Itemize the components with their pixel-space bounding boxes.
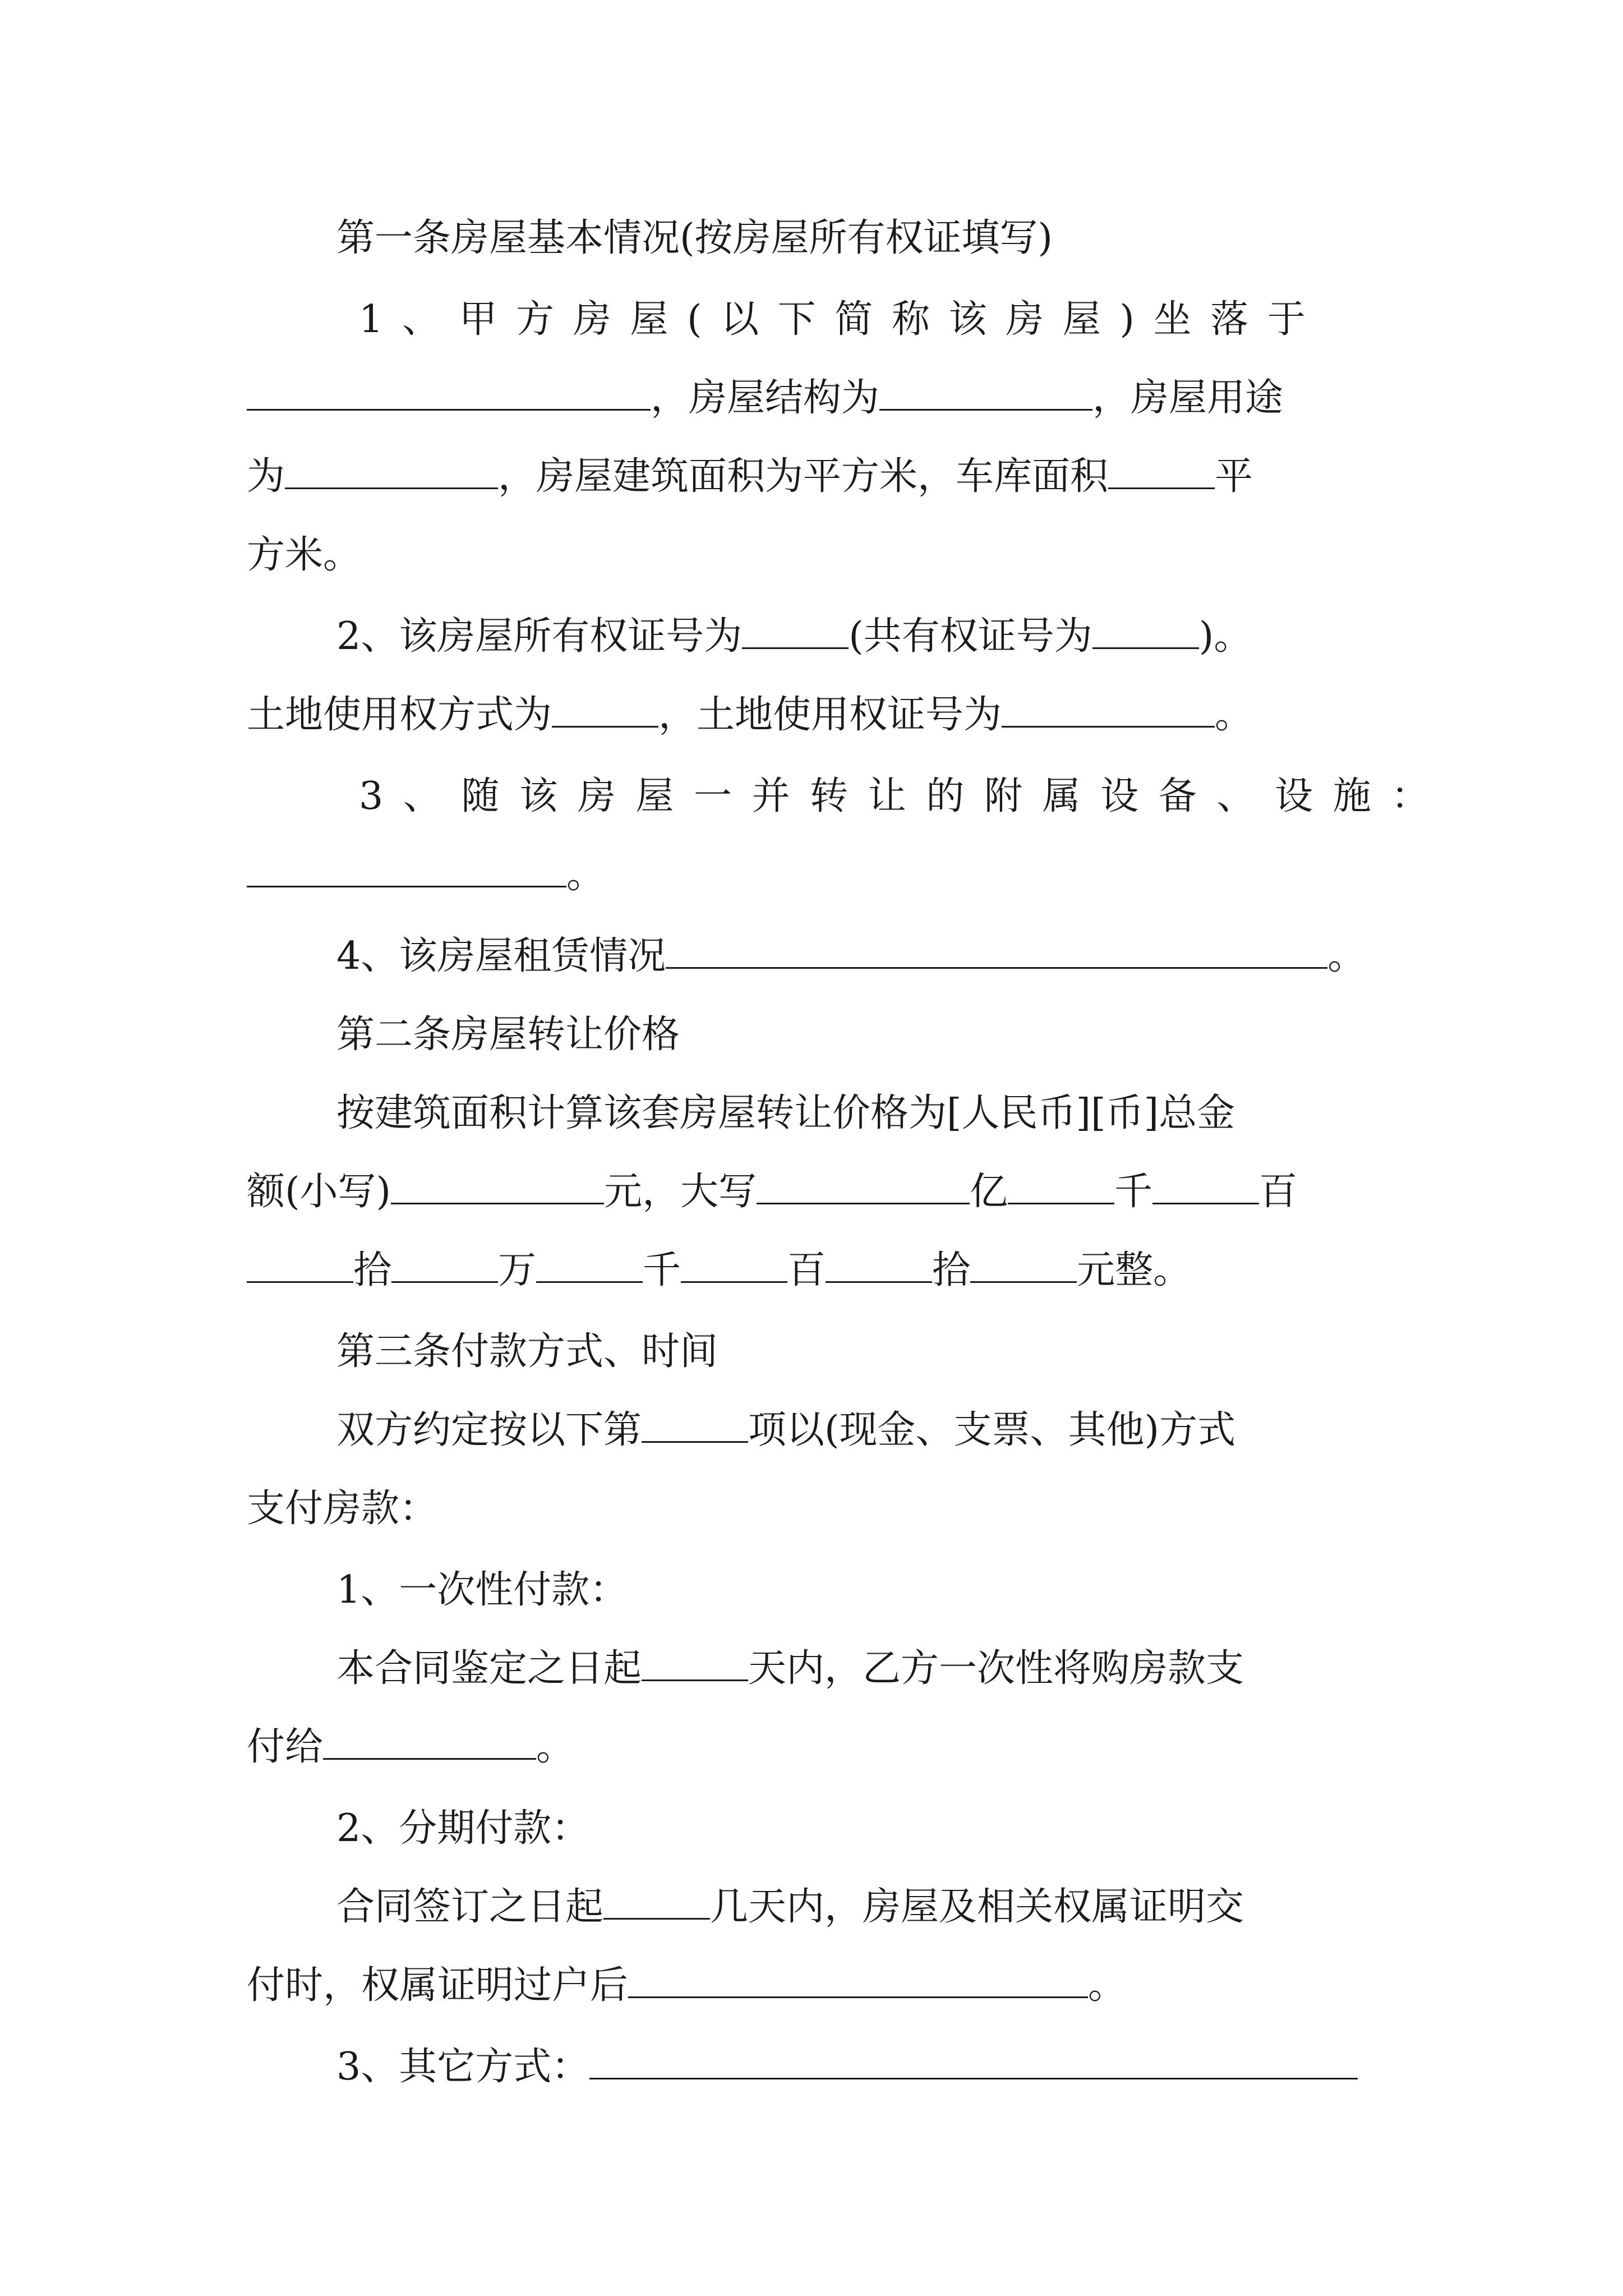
article-1-title [247,210,1053,266]
installment-start: 合同签订之日起 [336,1885,604,1929]
yuan-label: 元整。 [1077,1248,1192,1292]
payment-option-2-para [247,1879,1244,1935]
lease-blank[interactable] [666,932,1327,969]
payment-method-text: 项以(现金、支票、其他)方式 [748,1408,1236,1452]
wan-label: 万 [498,1248,537,1292]
bai-blank-2[interactable] [681,1246,787,1283]
payment-option-1-line-2 [247,1719,574,1775]
article-2-title-text: 第二条房屋转让价格 [336,1013,680,1057]
wan-blank[interactable] [391,1246,498,1283]
usage-label: ，房屋用途 [1092,376,1284,420]
amount-upper-label: 元，大写 [604,1170,757,1214]
article-2-para-2 [247,1164,1297,1220]
lump-sum-start: 本合同鉴定之日起 [336,1646,642,1691]
item-4-end: 。 [1327,934,1366,978]
land-cert-label: ，土地使用权证号为 [658,693,1002,737]
ownership-cert-label: 2、该房屋所有权证号为 [336,614,743,659]
unit-label-cont: 方米。 [247,533,362,577]
transfer-end: 。 [1088,1963,1127,2008]
yi-label: 亿 [970,1170,1008,1214]
bai-label-1: 百 [1259,1170,1298,1214]
article-1-item-1 [359,292,1385,348]
other-method-label: 3、其它方式： [336,2045,590,2089]
payee-blank[interactable] [323,1723,536,1760]
article-3-title [247,1324,718,1380]
structure-blank[interactable] [879,374,1092,411]
co-ownership-label: (共有权证号为 [849,614,1092,659]
option-label: 双方约定按以下第 [336,1408,642,1452]
bai-label-2: 百 [787,1248,826,1292]
location-blank[interactable] [247,374,651,411]
shi-label-2: 拾 [932,1248,971,1292]
article-2-title [247,1007,680,1063]
lump-sum-text: 天内，乙方一次性将购房款支 [748,1646,1244,1691]
article-3-para-1 [247,1402,1235,1458]
structure-label: ，房屋结构为 [651,376,880,420]
shi-blank-2[interactable] [826,1246,932,1283]
item-1-text: 1 、 甲 方 房 屋 ( 以 下 简 称 该 房 屋 ) 坐 落 于 [359,297,1309,342]
payment-option-1-para [247,1641,1244,1697]
article-1-item-2-line-2 [247,687,1253,743]
garage-area-blank[interactable] [1108,453,1215,489]
article-1-item-2 [247,609,1252,665]
article-1-item-1-line-4 [247,527,361,583]
transfer-label: 付时，权属证明过户后 [247,1963,629,2008]
qian-label-2: 千 [643,1248,681,1292]
article-1-item-1-line-2 [247,370,1283,426]
price-text: 按建筑面积计算该套房屋转让价格为[人民币][币]总金 [336,1091,1235,1135]
other-method-blank[interactable] [589,2043,1358,2079]
payment-option-3 [247,2039,1358,2095]
unit-label: 平 [1215,454,1253,499]
qian-blank-2[interactable] [536,1246,643,1283]
option-blank[interactable] [642,1406,748,1443]
usage-label-cont: 为 [247,454,285,499]
payee-end: 。 [536,1725,575,1769]
ownership-cert-blank[interactable] [742,613,849,649]
amount-lower-blank[interactable] [391,1168,604,1204]
article-2-para-3 [247,1243,1191,1299]
article-1-item-1-line-3 [247,449,1253,505]
land-cert-blank[interactable] [1002,691,1215,728]
area-label: ，房屋建筑面积为平方米，车库面积 [498,454,1109,499]
shi-blank-1[interactable] [247,1246,353,1283]
installment-text: 几天内，房屋及相关权属证明交 [710,1885,1244,1929]
bai-blank-1[interactable] [1152,1168,1259,1204]
installment-title: 2、分期付款： [336,1806,590,1851]
yi-blank[interactable] [757,1168,970,1204]
usage-blank[interactable] [285,453,498,489]
lease-label: 4、该房屋租赁情况 [336,934,666,978]
transfer-blank[interactable] [628,1962,1088,1998]
article-2-para-1 [247,1085,1235,1142]
land-use-method-blank[interactable] [552,691,658,728]
yuan-blank[interactable] [970,1246,1077,1283]
item-3-end: 。 [566,853,605,897]
article-1-item-3 [359,769,1433,825]
qian-blank-1[interactable] [1008,1168,1114,1204]
item-2-end: 。 [1215,693,1253,737]
article-1-item-4 [247,928,1366,984]
article-1-title-text: 第一条房屋基本情况(按房屋所有权证填写) [336,216,1053,260]
payee-label: 付给 [247,1725,324,1769]
payment-option-2 [247,1801,589,1857]
shi-label-1: 拾 [353,1248,392,1292]
lump-sum-days-blank[interactable] [642,1645,748,1681]
qian-label-1: 千 [1114,1170,1153,1214]
item-3-text: 3 、 随 该 房 屋 一 并 转 让 的 附 属 设 备 、 设 施 ： [359,774,1433,818]
payment-text: 支付房款： [247,1487,438,1531]
lump-sum-title: 1、一次性付款： [336,1568,628,1612]
land-use-method-label: 土地使用权方式为 [247,693,552,737]
facilities-blank[interactable] [247,851,566,887]
installment-days-blank[interactable] [603,1883,710,1920]
article-1-item-3-line-2 [247,847,605,903]
amount-lower-label: 额(小写) [247,1170,391,1214]
co-ownership-blank[interactable] [1092,613,1199,649]
payment-option-2-line-2 [247,1958,1126,2014]
item-2-close: )。 [1198,614,1252,659]
article-3-title-text: 第三条付款方式、时间 [336,1329,718,1374]
article-3-para-1-line-2 [247,1481,437,1537]
payment-option-1 [247,1562,628,1618]
